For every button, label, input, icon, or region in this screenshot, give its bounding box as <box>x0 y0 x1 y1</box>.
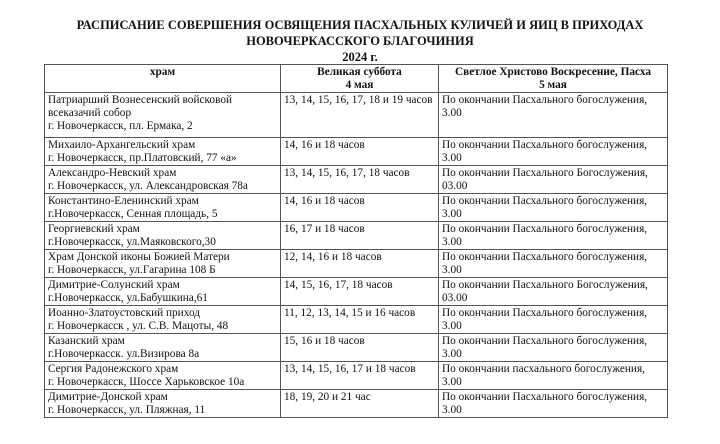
church-address: г.Новочеркасск, Сенная площадь, 5 <box>48 208 218 220</box>
table-row <box>45 166 668 194</box>
church-name: Димитрие-Солунский храм <box>48 279 180 291</box>
sunday-times: 3.00 <box>442 208 462 220</box>
saturday-times: 14, 16 и 18 часов <box>284 139 365 151</box>
church-cell <box>45 166 281 194</box>
sunday-times: 03.00 <box>442 180 468 192</box>
document-title-line-1: РАСПИСАНИЕ СОВЕРШЕНИЯ ОСВЯЩЕНИЯ ПАСХАЛЬНЫХ КУЛИЧЕЙ И ЯИЦ В ПРИХОДАХ <box>76 18 644 32</box>
church-name: Александро-Невский храм <box>48 167 177 179</box>
saturday-times-cell <box>281 250 439 278</box>
sunday-times: По окончании Пасхального богослужения, <box>442 139 648 151</box>
saturday-times-cell <box>281 222 439 250</box>
church-cell <box>45 250 281 278</box>
church-cell <box>45 278 281 306</box>
header-holy-saturday: Великая суббота 4 мая <box>281 65 439 93</box>
saturday-times-cell <box>281 278 439 306</box>
saturday-times-cell <box>281 306 439 334</box>
table-row <box>45 390 668 418</box>
sunday-times: По окончании Пасхального Богослужения, <box>442 279 648 291</box>
sunday-times: По окончании Пасхального богослужения, <box>442 391 648 403</box>
sunday-times-cell <box>439 362 668 390</box>
sunday-times-cell <box>439 390 668 418</box>
sunday-times-cell <box>439 166 668 194</box>
saturday-times-cell <box>281 390 439 418</box>
church-name: Сергия Радонежского храм <box>48 363 179 375</box>
document-title-line-2: НОВОЧЕРКАССКОГО БЛАГОЧИНИЯ <box>246 34 474 48</box>
sunday-times: По окончании Пасхального богослужения, <box>442 94 648 106</box>
saturday-times: 11, 12, 13, 14, 15 и 16 часов <box>284 307 416 319</box>
table-row <box>45 250 668 278</box>
table-row <box>45 306 668 334</box>
sunday-times: 3.00 <box>442 107 462 119</box>
table-row <box>45 194 668 222</box>
church-cell <box>45 194 281 222</box>
saturday-times: 13, 14, 15, 16, 17 и 18 часов <box>284 363 416 375</box>
sunday-times: 3.00 <box>442 264 462 276</box>
saturday-times: 14, 15, 16, 17, 18 часов <box>284 279 393 291</box>
saturday-times-cell <box>281 334 439 362</box>
sunday-times: 3.00 <box>442 404 462 416</box>
church-name: Храм Донской иконы Божией Матери <box>48 251 230 263</box>
church-name: Михаило-Архангельский храм <box>48 139 196 151</box>
saturday-times-cell <box>281 138 439 166</box>
church-address: г.Новочеркасск, ул.Бабушкина,61 <box>48 292 208 304</box>
church-address: г. Новочеркасск, пр.Платовский, 77 «а» <box>48 152 237 164</box>
church-name: Казанский храм <box>48 335 125 347</box>
sunday-times-cell <box>439 306 668 334</box>
sunday-times: 3.00 <box>442 152 462 164</box>
sunday-times-cell <box>439 222 668 250</box>
saturday-times: 16, 17 и 18 часов <box>284 223 365 235</box>
table-row <box>45 222 668 250</box>
header-church: храм <box>45 65 281 93</box>
church-cell <box>45 138 281 166</box>
church-address: г. Новочеркасск, Шоссе Харьковское 10а <box>48 376 245 388</box>
sunday-times: По окончании Пасхального Богослужения, <box>442 167 648 179</box>
sunday-times: По окончании Пасхального богослужения, <box>442 251 648 263</box>
sunday-times-cell <box>439 194 668 222</box>
church-address: г.Новочеркасск, ул.Маяковского,30 <box>48 236 216 248</box>
table-row <box>45 278 668 306</box>
header-easter-sunday: Светлое Христово Воскресение, Пасха 5 мая <box>439 65 668 93</box>
saturday-times: 12, 14, 16 и 18 часов <box>284 251 382 263</box>
sunday-times-cell <box>439 278 668 306</box>
sunday-times: 3.00 <box>442 348 462 360</box>
saturday-times: 13, 14, 15, 16, 17, 18 и 19 часов <box>284 94 433 106</box>
church-address: г.Новочеркасск. ул.Визирова 8а <box>48 348 200 360</box>
church-name: Димитрие-Донской храм <box>48 391 168 403</box>
sunday-times: 03.00 <box>442 292 468 304</box>
document-year: 2024 г. <box>342 50 378 64</box>
church-address: г. Новочеркасск, ул. Пляжная, 11 <box>48 404 206 416</box>
church-cell <box>45 93 281 138</box>
saturday-times-cell <box>281 194 439 222</box>
church-name: Георгиевский храм <box>48 223 140 235</box>
saturday-times: 15, 16 и 18 часов <box>284 335 365 347</box>
saturday-times: 14, 16 и 18 часов <box>284 195 365 207</box>
saturday-times-cell <box>281 93 439 138</box>
sunday-times-cell <box>439 334 668 362</box>
sunday-times: По окончании пасхального богослужения, <box>442 363 646 375</box>
church-name: Патриарший Вознесенский войсковой <box>48 94 233 106</box>
church-name: Константино-Еленинский храм <box>48 195 199 207</box>
sunday-times: 3.00 <box>442 236 462 248</box>
church-cell <box>45 390 281 418</box>
saturday-times: 18, 19, 20 и 21 час <box>284 391 371 403</box>
table-header-row <box>45 65 668 93</box>
sunday-times-cell <box>439 138 668 166</box>
sunday-times-cell <box>439 93 668 138</box>
table-row <box>45 93 668 138</box>
church-cell <box>45 334 281 362</box>
church-address: г. Новочеркасск, ул. Александровская 78а <box>48 180 248 192</box>
saturday-times-cell <box>281 362 439 390</box>
sunday-times: По окончании Пасхального богослужения, <box>442 223 648 235</box>
sunday-times: По окончании Пасхального богослужения, <box>442 335 648 347</box>
church-cell <box>45 306 281 334</box>
saturday-times: 13, 14, 15, 16, 17, 18 часов <box>284 167 410 179</box>
saturday-times-cell <box>281 166 439 194</box>
church-cell <box>45 222 281 250</box>
church-name: всеказачий собор <box>48 107 132 119</box>
church-cell <box>45 362 281 390</box>
schedule-table <box>44 64 668 418</box>
church-address: г. Новочеркасск, ул.Гагарина 108 Б <box>48 264 216 276</box>
table-row <box>45 362 668 390</box>
church-address: г. Новочеркасск, пл. Ермака, 2 <box>48 120 193 132</box>
table-row <box>45 334 668 362</box>
sunday-times: 3.00 <box>442 320 462 332</box>
church-name: Иоанно-Златоустовский приход <box>48 307 201 319</box>
sunday-times: 3.00 <box>442 376 462 388</box>
church-address: г. Новочеркасск , ул. С.В. Мацоты, 48 <box>48 320 229 332</box>
sunday-times-cell <box>439 250 668 278</box>
sunday-times: По окончании Пасхального богослужения, <box>442 195 648 207</box>
sunday-times: По окончании Пасхального богослужения, <box>442 307 648 319</box>
table-row <box>45 138 668 166</box>
